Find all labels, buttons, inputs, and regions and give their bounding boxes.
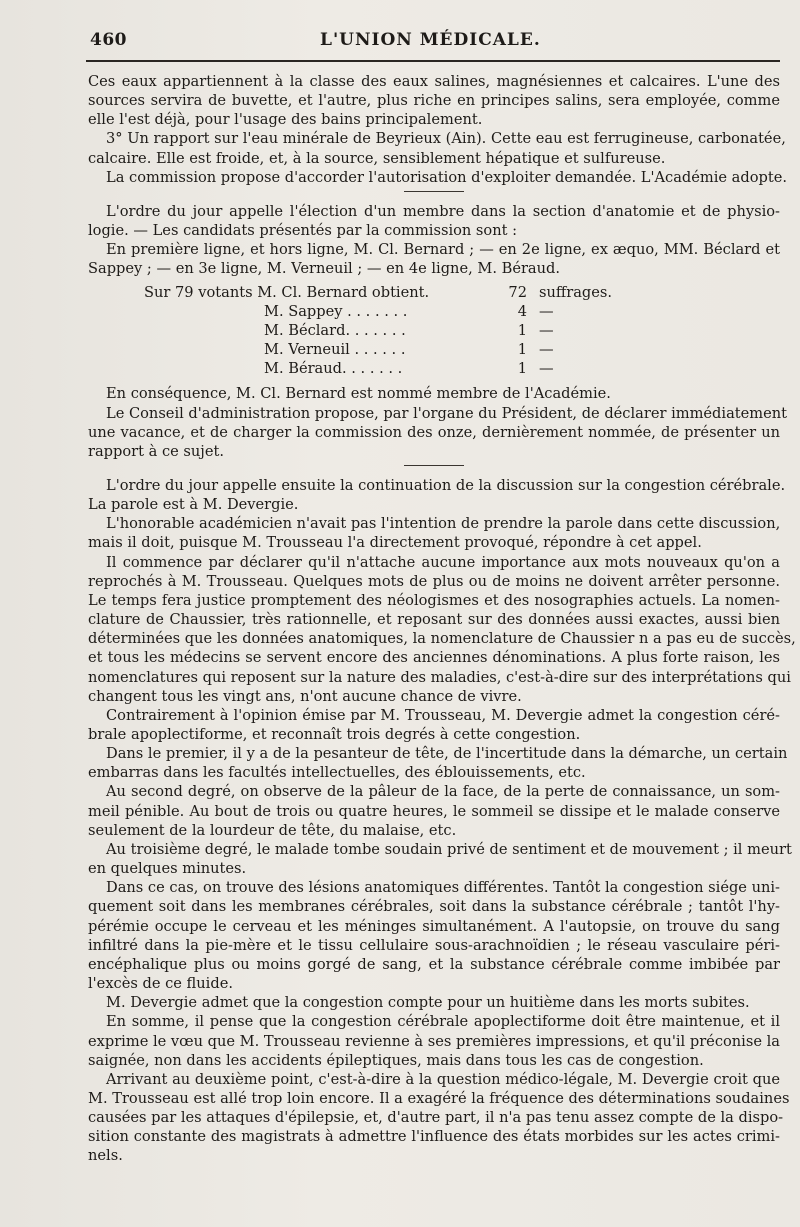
text-line: Il commence par déclarer qu'il n'attache aucune importance aux mots nouveaux qu'on a [106,553,780,571]
text-line: exprime le vœu que M. Trousseau revienne à ses premières impressions, et qu'il préconise la [88,1032,780,1050]
text-line: meil pénible. Au bout de trois ou quatre heures, le sommeil se dissipe et le malade conserve [88,802,780,820]
text-line: Ces eaux appartiennent à la classe des eaux salines, magnésiennes et calcaires. L'une des [88,73,780,90]
text-line: calcaire. Elle est froide, et, à la source, sensiblement hépatique et sulfureuse. [88,149,666,167]
text-line: En première ligne, et hors ligne, M. Cl. Bernard ; — en 2e ligne, ex æquo, MM. Béclard et [106,241,780,259]
paragraph [88,72,780,129]
text-line: sources servira de buvette, et l'autre, plus riche en principes salins, sera employée, comme [88,92,780,110]
text-line: infiltré dans la pie-mère et le tissu cellulaire sous-arachnoïdien ; le réseau vasculaire péri- [88,936,780,954]
text-line: une vacance, et de charger la commission des onze, dernièrement nommée, de présenter un [88,423,780,441]
text-line: sition constante des magistrats à admettre l'influence des états morbides sur les actes crimi- [88,1128,780,1146]
vote-name: M. Béraud. . . . . . . [264,360,403,378]
paragraph [88,384,780,403]
text-line: mais il doit, puisque M. Trousseau l'a directement provoqué, répondre à cet appel. [88,534,702,552]
vote-name: M. Sappey . . . . . . . [264,302,408,320]
paragraph [88,993,780,1012]
text-line: saignée, non dans les accidents épileptiques, mais dans tous les cas de congestion. [88,1051,704,1069]
text-line: Le Conseil d'administration propose, par l'organe du Président, de déclarer immédiatement [106,404,788,422]
text-line: reprochés à M. Trousseau. Quelques mots de plus ou de moins ne doivent arrêter personne. [88,572,780,590]
text-line: Arrivant au deuxième point, c'est-à-dire à la question médico-légale, M. Devergie croit que [106,1070,780,1088]
paragraph [88,404,788,461]
text-line: L'ordre du jour appelle ensuite la continuation de la discussion sur la congestion cérébrale. [106,476,786,494]
vote-name: M. Verneuil . . . . . . [264,341,406,359]
vote-unit: suffrages. [539,283,613,301]
vote-unit: — [539,321,554,339]
paragraph [88,553,796,706]
text-line: elle l'est déjà, pour l'usage des bains principalement. [88,111,483,129]
text-line: pérémie occupe le cerveau et les méninges simultanément. A l'autopsie, on trouve du sang [88,917,780,935]
vote-row [144,302,612,321]
vote-name: Sur 79 votants M. Cl. Bernard obtient. [144,283,430,301]
text-line: seulement de la lourdeur de tête, du malaise, etc. [88,821,457,839]
text-line: nels. [88,1147,123,1165]
body-text [88,72,796,1166]
vote-row [144,340,612,359]
paragraph [88,1012,780,1069]
paragraph [88,1070,790,1166]
running-title: L'UNION MÉDICALE. [320,30,541,50]
text-line: encéphalique plus ou moins gorgé de sang, et la substance cérébrale comme imbibée par [88,955,780,973]
paragraph [88,514,780,552]
text-line: Contrairement à l'opinion émise par M. Trousseau, M. Devergie admet la congestion céré- [106,706,780,724]
paragraph [88,168,787,187]
paragraph [88,782,780,839]
text-line: L'honorable académicien n'avait pas l'intention de prendre la parole dans cette discussion, [106,515,781,533]
vote-row [144,321,612,340]
paragraph [88,240,780,278]
vote-unit: — [539,341,554,359]
vote-row [144,359,612,378]
paragraph [88,744,788,782]
text-line: En somme, il pense que la congestion cérébrale apoplectiforme doit être maintenue, et il [106,1013,780,1031]
text-line: M. Trousseau est allé trop loin encore. Il a exagéré la fréquence des déterminations soudaines [88,1089,790,1107]
text-line: rapport à ce sujet. [88,442,224,460]
vote-count: 72 [508,283,527,301]
text-line: Au second degré, on observe de la pâleur de la face, de la perte de connaissance, un som- [106,783,780,801]
page-number: 460 [90,30,127,50]
vote-name: M. Béclard. . . . . . . [264,321,406,339]
paragraph [88,706,780,744]
text-line: Sappey ; — en 3e ligne, M. Verneuil ; — en 4e ligne, M. Béraud. [88,260,561,278]
text-line: Dans ce cas, on trouve des lésions anatomiques différentes. Tantôt la congestion siége uni- [106,879,780,897]
text-line: nomenclatures qui reposent sur la nature des maladies, c'est-à-dire sur des interprétations qui [88,668,791,686]
text-line: logie. — Les candidats présentés par la commission sont : [88,222,518,240]
text-line: La parole est à M. Devergie. [88,496,299,514]
vote-row [144,283,612,302]
text-line: L'ordre du jour appelle l'élection d'un membre dans la section d'anatomie et de physio- [106,202,780,220]
section-separator [404,191,464,192]
section-separator [404,465,464,466]
header-rule [86,60,780,62]
text-line: déterminées que les données anatomiques, la nomenclature de Chaussier n a pas eu de succès, [88,630,796,648]
vote-count: 1 [517,360,527,378]
text-line: en quelques minutes. [88,860,247,878]
paragraph [88,129,786,167]
text-line: M. Devergie admet que la congestion compte pour un huitième dans les morts subites. [106,994,750,1012]
paragraph [88,840,792,878]
paragraph [88,202,780,240]
text-line: Dans le premier, il y a de la pesanteur de tête, de l'incertitude dans la démarche, un certain [106,745,788,763]
text-line: Le temps fera justice promptement des néologismes et des nosographies actuels. La nomen- [88,591,780,609]
vote-count: 1 [517,341,527,359]
text-line: causées par les attaques d'épilepsie, et, d'autre part, il n'a pas tenu assez compte de la dispo- [88,1109,784,1127]
text-line: quement soit dans les membranes cérébrales, soit dans la substance cérébrale ; tantôt l'hy- [88,898,780,916]
text-line: Au troisième degré, le malade tombe soudain privé de sentiment et de mouvement ; il meurt [106,840,792,858]
text-line: 3° Un rapport sur l'eau minérale de Beyrieux (Ain). Cette eau est ferrugineuse, carbonatée, [106,130,786,148]
paragraph [88,476,786,514]
text-line: brale apoplectiforme, et reconnaît trois degrés à cette congestion. [88,726,581,743]
vote-unit: — [539,360,554,378]
text-line: La commission propose d'accorder l'autorisation d'exploiter demandée. L'Académie adopte. [106,168,787,186]
text-line: En conséquence, M. Cl. Bernard est nommé membre de l'Académie. [106,385,611,403]
page-header [88,30,778,54]
text-line: et tous les médecins se servent encore des anciennes dénominations. A plus forte raison, les [88,649,780,667]
vote-unit: — [539,302,554,320]
text-line: clature de Chaussier, très rationnelle, et reposant sur des données aussi exactes, aussi bien [88,611,780,629]
text-line: l'excès de ce fluide. [88,975,233,993]
text-line: changent tous les vingt ans, n'ont aucune chance de vivre. [88,687,522,705]
text-line: embarras dans les facultés intellectuelles, des éblouissements, etc. [88,764,586,782]
vote-results-table [144,283,612,379]
paragraph [88,878,780,993]
vote-count: 4 [517,302,527,320]
vote-count: 1 [517,321,527,339]
